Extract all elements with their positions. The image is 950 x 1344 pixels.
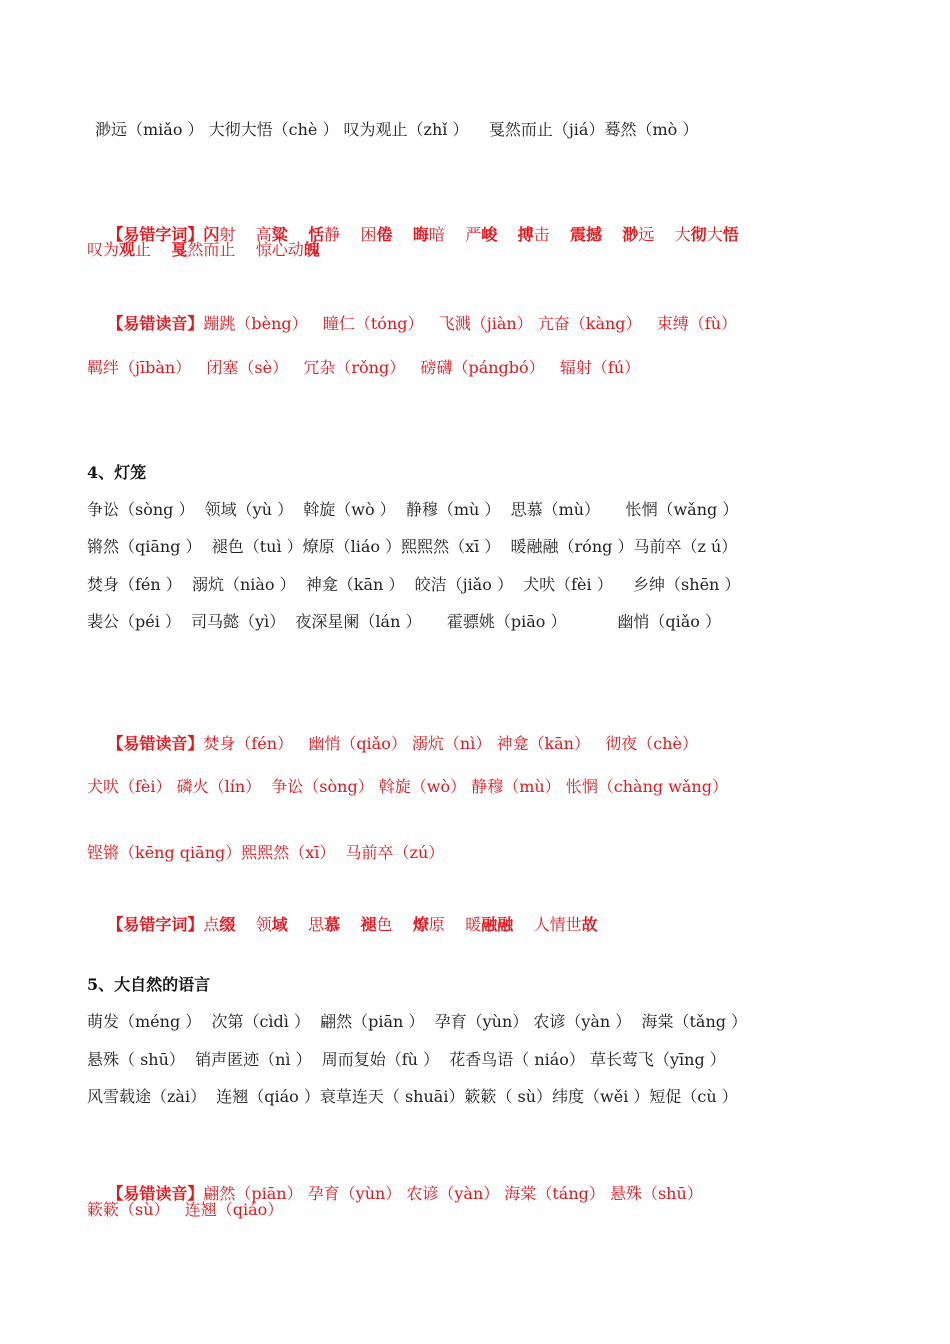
text-segment: 领: [235, 915, 272, 934]
section5-error-pron-line2: 簌簌（sù） 连翘（qiáo）: [87, 1200, 284, 1219]
highlighted-char: 慕: [324, 915, 341, 934]
error-pron-label: 【易错读音】: [107, 1184, 204, 1203]
text-segment: 暗 严: [428, 225, 482, 244]
section3-error-words-line2: [87, 239, 910, 261]
highlighted-char: 搏: [517, 225, 534, 244]
text-segment: 静 困: [324, 225, 377, 244]
section3-error-pron-line1: [87, 291, 910, 357]
highlighted-char: 魄: [303, 240, 320, 259]
text-segment: 远 大: [638, 225, 691, 244]
section4-error-words-line: [87, 892, 910, 958]
error-pron-label: 【易错读音】: [107, 314, 204, 333]
section4-heading: 4、灯笼: [87, 463, 147, 482]
text-segment: 止: [135, 240, 172, 259]
error-pron-content: 蹦跳（bèng） 瞳仁（tóng） 飞溅（jiàn） 亢奋（kàng） 束缚（fù）: [203, 314, 738, 333]
section4-error-pron-line1: [87, 711, 910, 777]
highlighted-char: 戛: [171, 240, 188, 259]
section5-vocab-row: 风雪载途（zài） 连翘（qiáo ）衰草连天（ shuāi）簌簌（ sù）纬度（wěi ）短促（cù ）: [87, 1087, 738, 1106]
highlighted-char: 恬: [308, 225, 325, 244]
highlighted-char: 域: [271, 915, 288, 934]
error-words-content: [203, 915, 597, 934]
section3-error-pron-line2: 羁绊（jībàn） 闭塞（sè） 冗杂（rǒng） 磅礴（pángbó） 辐射（fú）: [87, 358, 641, 377]
text-segment: 思: [287, 915, 325, 934]
text-segment: 点: [203, 915, 220, 934]
text-segment: 击: [533, 225, 570, 244]
highlighted-char: 褪: [360, 915, 377, 934]
section4-vocab-row: 裴公（péi ） 司马懿（yì） 夜深星阑（lán ） 霍骠姚（piāo ） 幽悄（qiǎo ）: [87, 612, 721, 631]
highlighted-char: 彻: [690, 225, 707, 244]
error-pron-content: 翩然（piān） 孕育（yùn） 农谚（yàn） 海棠（táng） 悬殊（shū）: [203, 1184, 703, 1203]
error-pron-label: 【易错读音】: [107, 734, 204, 753]
section5-vocab-row: 悬殊（ shū） 销声匿迹（nì ） 周而复始（fù ） 花香鸟语（ niáo） 草长莺飞（yīng ）: [87, 1050, 726, 1069]
highlighted-char: 观: [119, 240, 136, 259]
highlighted-char: 渺: [622, 225, 639, 244]
text-segment: 叹为: [87, 240, 120, 259]
section4-vocab-row: 焚身（fén ） 溺炕（niào ） 神龛（kān ） 皎洁（jiǎo ） 犬吠（fèi ） 乡绅（shēn ）: [87, 575, 741, 594]
highlighted-char: 峻: [481, 225, 498, 244]
highlighted-char: 缀: [219, 915, 236, 934]
text-segment: 然而止 惊心动: [187, 240, 304, 259]
section4-vocab-row: 争讼（sòng ） 领域（yù ） 斡旋（wò ） 静穆（mù ） 思慕（mù） 怅惘（wǎng ）: [87, 500, 739, 519]
section4-error-pron-line2: 犬吠（fèi） 磷火（lín） 争讼（sòng） 斡旋（wò） 静穆（mù） 怅惘（chàng wǎng）: [87, 777, 728, 796]
highlighted-char: 晦: [412, 225, 429, 244]
highlighted-char: 融融: [481, 915, 514, 934]
section4-vocab-row: 锵然（qiāng ） 褪色（tuì ）燎原（liáo ）熙熙然（xī ） 暖融融（róng ）马前卒（z ú）: [87, 537, 738, 556]
text-segment: 人情世: [513, 915, 582, 934]
text-segment: 色: [376, 915, 413, 934]
text-segment: 射 高: [219, 225, 272, 244]
text-segment: [340, 915, 360, 934]
text-segment: 原 暖: [428, 915, 482, 934]
error-pron-content: 焚身（fén） 幽悄（qiǎo） 溺炕（nì） 神龛（kān） 彻夜（chè）: [203, 734, 698, 753]
highlighted-char: 故: [581, 915, 598, 934]
highlighted-char: 粱: [271, 225, 288, 244]
highlighted-char: 燎: [412, 915, 429, 934]
section4-error-pron-line3: 铿锵（kēng qiāng）熙熙然（xī） 马前卒（zú）: [87, 843, 445, 862]
highlighted-char: 震撼: [569, 225, 602, 244]
highlighted-char: 闪: [203, 225, 220, 244]
highlighted-char: 倦: [376, 225, 393, 244]
highlighted-char: 悟: [722, 225, 739, 244]
error-words-label: 【易错字词】: [107, 225, 204, 244]
error-words-label: 【易错字词】: [107, 915, 204, 934]
section5-heading: 5、大自然的语言: [87, 975, 211, 994]
section3-vocab-line: 渺远（miǎo ） 大彻大悟（chè ） 叹为观止（zhǐ ） 戛然而止（jiá）蓦然（mò ）: [95, 120, 699, 139]
text-segment: 大: [706, 225, 723, 244]
section5-vocab-row: 萌发（méng ） 次第（cìdì ） 翩然（piān ） 孕育（yùn） 农谚（yàn ） 海棠（tǎng ）: [87, 1012, 748, 1031]
